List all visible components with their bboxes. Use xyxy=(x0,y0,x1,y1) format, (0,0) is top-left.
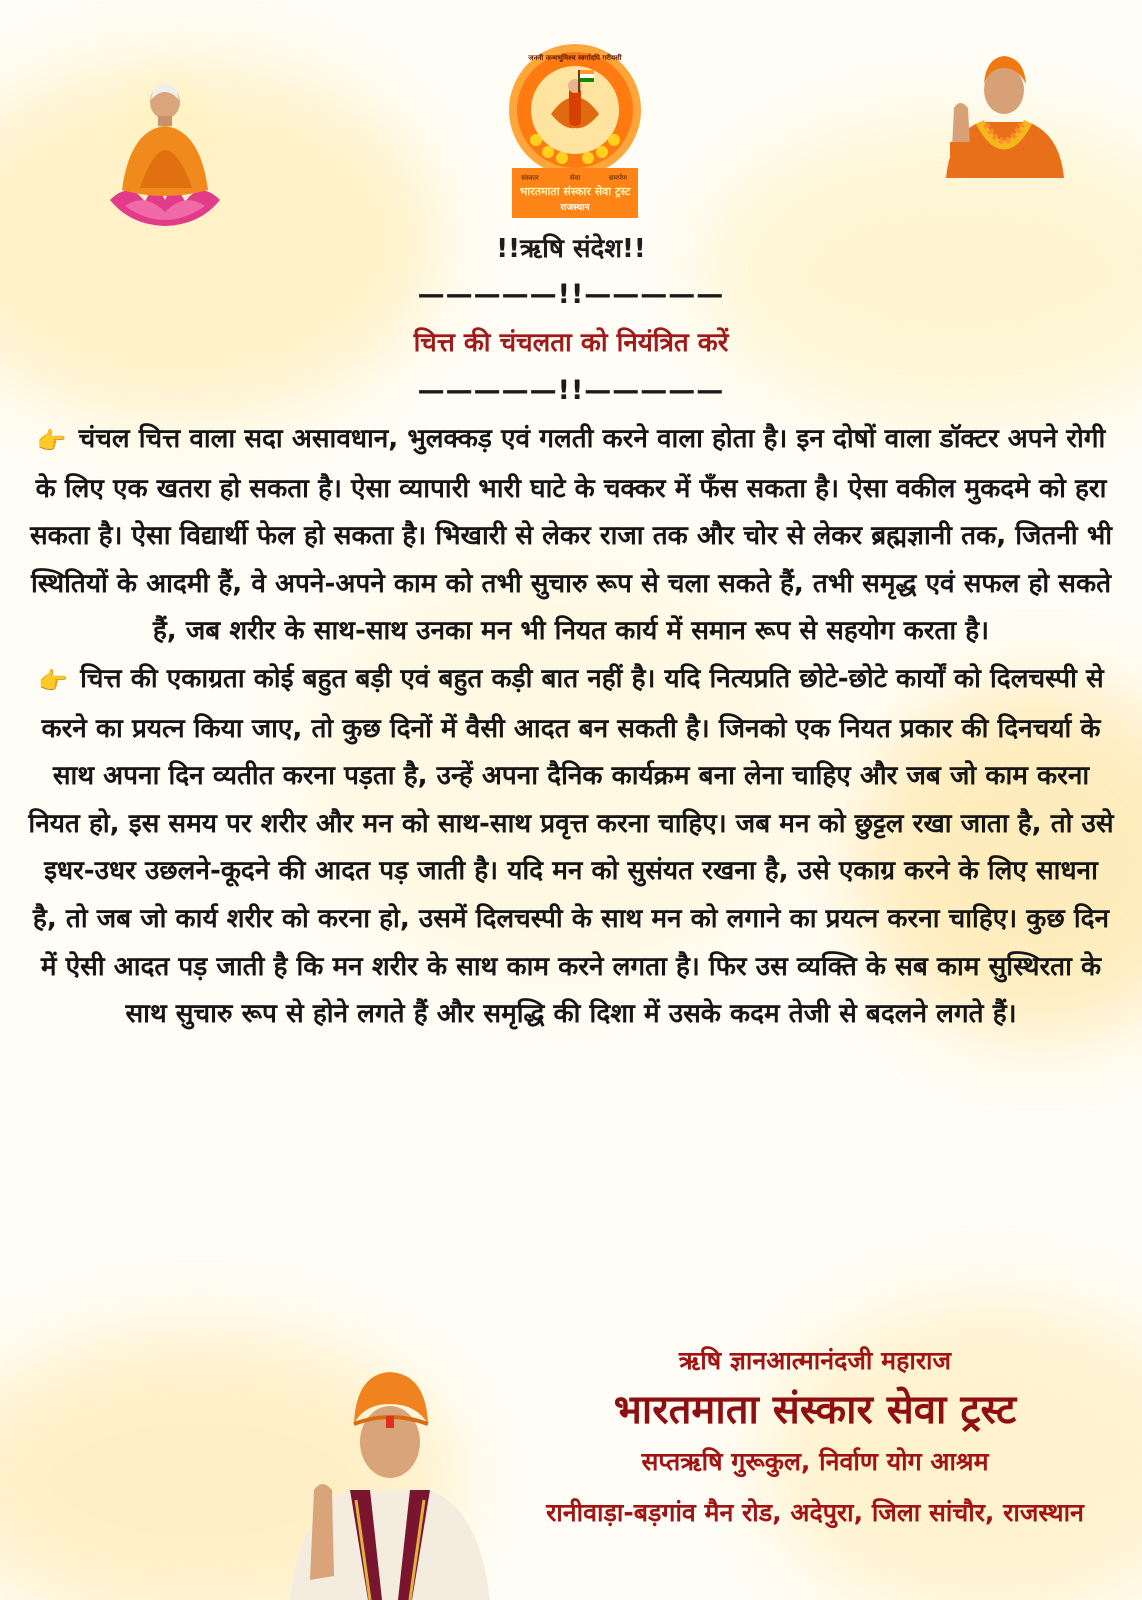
pointing-hand-icon: 👉 xyxy=(38,666,69,695)
paragraph-2 xyxy=(28,656,1114,1039)
logo-tagline-2: सेवा xyxy=(569,174,581,182)
divider-bottom: —————!!————— xyxy=(417,375,725,406)
footer-signature xyxy=(500,1340,1130,1536)
ashram-name: सप्तऋषि गुरूकुल, निर्वाण योग आश्रम xyxy=(641,1447,989,1476)
message-subtitle: चित्त की चंचलता को नियंत्रित करें xyxy=(413,328,729,358)
speaker-name: ऋषि ज्ञानआत्मानंदजी महाराज xyxy=(678,1346,952,1375)
logo-tagline-3: समर्पण xyxy=(609,174,627,182)
paragraph-1-text: चंचल चित्त वाला सदा असावधान, भुलक्कड़ एवं गलती करने वाला होता है। इन दोषों वाला डॉक्टर अपने रोगी के लिए एक खतरा हो सकता है। ऐसा व्यापारी भारी घाटे के चक्कर में फँस सकता है। ऐसा वकील मुकदमे को हरा सकता है। ऐसा विद्यार्थी फेल हो सकता है। भिखारी से लेकर राजा तक और चोर से लेकर ब्रह्मज्ञानी तक, जितनी भी स्थितियों के आदमी हैं, वे अपने-अपने काम को तभी सुचारु रूप से चला सकते हैं, तभी समृद्ध एवं सफल हो सकते हैं, जब शरीर के साथ-साथ उनका मन भी नियत कार्य में समान रूप से सहयोग करता है। xyxy=(29,424,1113,647)
paragraph-2-text: चित्त की एकाग्रता कोई बहुत बड़ी एवं बहुत कड़ी बात नहीं है। यदि नित्यप्रति छोटे-छोटे कार्यों को दिलचस्पी से करने का प्रयत्न किया जाए, तो कुछ दिनों में वैसी आदत बन सकती है। जिनको एक नियत प्रकार की दिनचर्या के साथ अपना दिन व्यतीत करना पड़ता है, उन्हें अपना दैनिक कार्यक्रम बना लेना चाहिए और जब जो काम करना नियत हो, इस समय पर शरीर और मन को साथ-साथ प्रवृत्त करना चाहिए। जब मन को छुट्टल रखा जाता है, तो उसे इधर-उधर उछलने-कूदने की आदत पड़ जाती है। यदि मन को सुसंयत रखना है, उसे एकाग्र करने के लिए साधना है, तो जब जो कार्य शरीर को करना हो, उसमें दिलचस्पी के साथ मन को लगाने का प्रयत्न करना चाहिए। कुछ दिन में ऐसी आदत पड़ जाती है कि मन शरीर के साथ काम करने लगता है। फिर उस व्यक्ति के सब काम सुस्थिरता के साथ सुचारु रूप से होने लगते हैं और समृद्धि की दिशा में उसके कदम तेजी से बदलने लगते हैं। xyxy=(28,663,1114,1030)
pointing-hand-icon: 👉 xyxy=(36,427,67,455)
logo-arc-text: जननी जन्मभूमिश्च स्वर्गादपि गरीयसी xyxy=(528,54,622,62)
divider-top: —————!!————— xyxy=(417,279,725,310)
seated-guru-image xyxy=(100,60,230,232)
logo-tagline-1: संस्कार xyxy=(521,174,539,182)
address: रानीवाड़ा-बड़गांव मैन रोड, अदेपुरा, जिला सांचौर, राजस्थान xyxy=(546,1498,1084,1527)
logo-org-name: भारतमाता संस्कार सेवा ट्रस्ट xyxy=(519,185,631,198)
blessing-guru-image xyxy=(940,38,1068,178)
message-content xyxy=(28,228,1114,1039)
trust-name: भारतमाता संस्कार सेवा ट्रस्ट xyxy=(613,1386,1017,1433)
page-title: !!ऋषि संदेश!! xyxy=(496,234,646,264)
trust-logo xyxy=(506,40,644,222)
paragraph-1 xyxy=(28,416,1114,656)
logo-state: राजस्थान xyxy=(560,203,590,213)
turbaned-guru-image xyxy=(290,1360,490,1600)
